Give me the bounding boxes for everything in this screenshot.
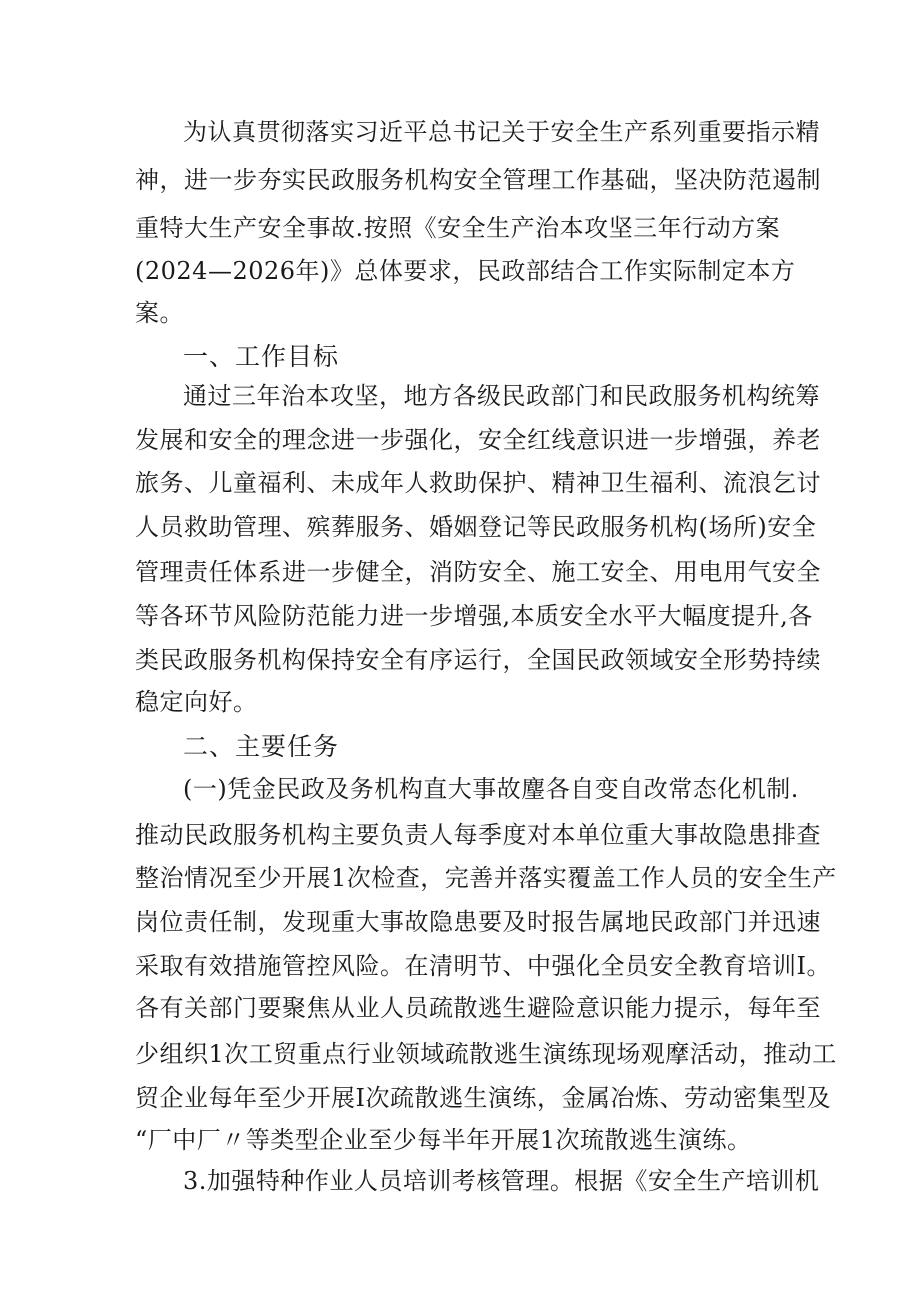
intro-line-2: 神，进一步夯实民政服务机构安全管理工作基础，坚决防范遏制	[135, 166, 821, 194]
section-heading-goals: 一、工作目标	[183, 342, 340, 371]
goals-line-3: 旅务、儿童福利、未成年人救助保护、精神卫生福利、流浪乞讨	[135, 469, 821, 497]
tasks-line-5: 采取有效措施管控风险。在清明节、中强化全员安全教育培训I。	[135, 952, 831, 980]
tasks-line-4: 岗位责任制，发现重大事故隐患要及时报告属地民政部门并迅速	[135, 908, 821, 936]
intro-line-1: 为认真贯彻落实习近平总书记关于安全生产系列重要指示精	[183, 118, 820, 146]
tasks-line-6: 各有关部门要聚焦从业人员疏散逃生避险意识能力提示，每年至	[135, 994, 821, 1022]
tasks-line-8: 贸企业每年至少开展I次疏散逃生演练，金属冶炼、劳动密集型及	[135, 1084, 831, 1112]
goals-line-1: 通过三年治本攻坚，地方各级民政部门和民政服务机构统筹	[183, 382, 820, 410]
goals-line-4: 人员救助管理、殡葬服务、婚姻登记等民政服务机构(场所)安全	[135, 513, 817, 541]
intro-line-5: 案。	[135, 299, 184, 327]
tasks-line-9: “厂中厂〃等类型企业至少每半年开展1次琉散逃生演练。	[135, 1126, 752, 1154]
goals-line-8: 稳定向好。	[135, 688, 258, 716]
intro-line-4: (2024—2026年)》总体要求，民政部结合工作实际制定本方	[135, 257, 796, 285]
goals-line-2: 发展和安全的理念进一步强化，安全红线意识进一步增强，养老	[135, 426, 821, 454]
goals-line-6: 等各环节风险防范能力进一步增强,本质安全水平大幅度提升,各	[135, 602, 813, 630]
tasks-line-3: 整治情况至少开展1次检查，完善并落实覆盖工作人员的安全生产	[135, 864, 837, 892]
tasks-line-7: 少组织1次工贸重点行业领域疏散逃生演练现场观摩活动，推动工	[135, 1040, 837, 1068]
intro-line-3: 重特大生产安全事故.按照《安全生产治本攻坚三年行动方案	[135, 214, 781, 242]
goals-line-7: 类民政服务机构保持安全有序运行，全国民政领域安全形势持续	[135, 646, 821, 674]
goals-line-5: 管理责任体系进一步健全，消防安全、施工安全、用电用气安全	[135, 558, 821, 586]
training-line-1: 3.加强特种作业人员培训考核管理。根据《安全生产培训机	[183, 1167, 820, 1195]
tasks-line-1: (一)凭金民政及务机构直大事故麈各自变自改常态化机制.	[183, 775, 799, 803]
tasks-line-2: 推动民政服务机构主要负责人每季度对本单位重大事故隐患排查	[135, 821, 821, 849]
section-heading-tasks: 二、主要任务	[183, 732, 340, 761]
